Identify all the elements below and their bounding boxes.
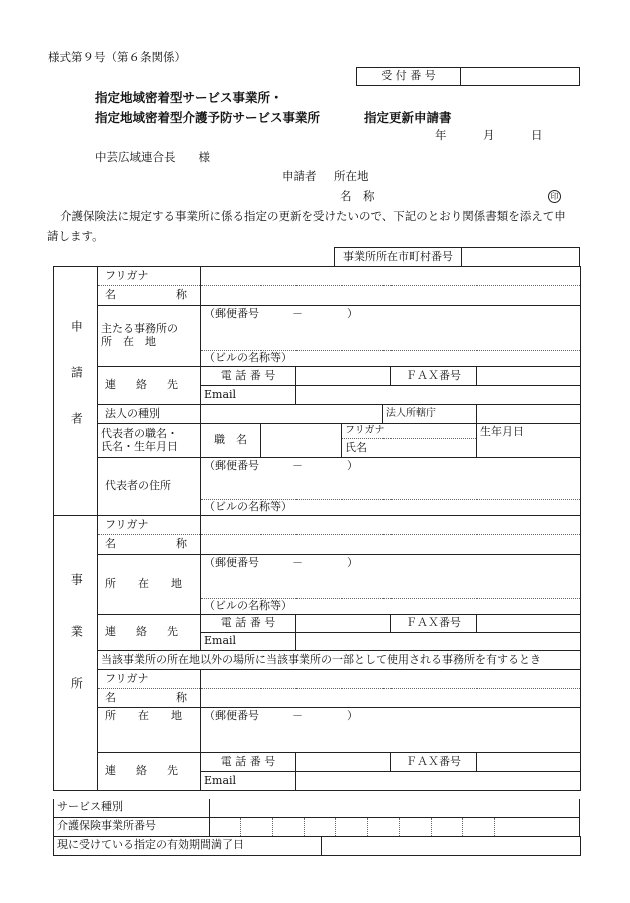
sub-office-email-field[interactable]	[296, 772, 581, 791]
title-line-1: 指定地域密着型サービス事業所・	[95, 90, 283, 105]
bottom-table	[53, 799, 580, 837]
insurance-digit-3[interactable]	[273, 817, 305, 836]
office-phone-field[interactable]	[296, 615, 391, 633]
sub-office-address-label: 所在地	[98, 708, 201, 753]
office-section-header: 事業所	[54, 516, 98, 791]
application-table	[53, 266, 581, 791]
office-contact-label: 連絡先	[98, 615, 201, 651]
expiry-date-label: 現に受けている指定の有効期間満了日	[54, 836, 322, 855]
birth-date-label: 生年月日	[477, 424, 581, 458]
seal-mark	[548, 190, 561, 203]
corp-authority-field[interactable]	[477, 405, 581, 424]
expiry-table	[53, 836, 581, 856]
sub-office-phone-field[interactable]	[296, 753, 391, 772]
corp-authority-label: 法人所轄庁	[383, 405, 477, 424]
applicant-name-row-label: 名称	[98, 286, 201, 306]
applicant-name-field[interactable]	[201, 286, 581, 306]
office-phone-label: 電 話 番 号	[201, 615, 296, 633]
sub-office-furigana-field[interactable]	[201, 670, 581, 689]
receipt-number-label: 受 付 番 号	[357, 68, 461, 86]
sub-office-contact-label: 連絡先	[98, 753, 201, 791]
insurance-digit-5[interactable]	[336, 817, 368, 836]
applicant-fax-field[interactable]	[477, 367, 581, 386]
date-year: 年	[435, 128, 447, 142]
service-type-label: サービス種別	[54, 799, 210, 817]
receipt-number-field[interactable]	[461, 68, 580, 86]
applicant-contact-label: 連絡先	[98, 367, 201, 405]
rep-furigana-label: フリガナ	[342, 424, 477, 439]
office-fax-field[interactable]	[477, 615, 581, 633]
date-day: 日	[531, 128, 543, 142]
insurance-digit-8[interactable]	[431, 817, 463, 836]
insurance-digit-4[interactable]	[304, 817, 336, 836]
job-title-field[interactable]	[261, 424, 342, 458]
applicant-section-header: 申請者	[54, 267, 98, 516]
insurance-digit-9[interactable]	[463, 817, 495, 836]
rep-address-building[interactable]: （ビルの名称等）	[201, 500, 581, 516]
insurance-digit-7[interactable]	[399, 817, 431, 836]
main-office-building[interactable]: （ビルの名称等）	[201, 351, 581, 367]
insurance-digit-1[interactable]	[209, 817, 241, 836]
date-month: 月	[483, 128, 495, 142]
corp-type-field[interactable]	[201, 405, 383, 424]
sub-office-email-label: Email	[201, 772, 296, 791]
applicant-phone-field[interactable]	[296, 367, 391, 386]
form-number: 様式第９号（第６条関係）	[48, 50, 186, 64]
office-building[interactable]: （ビルの名称等）	[201, 599, 581, 615]
office-furigana-label: フリガナ	[98, 516, 201, 535]
municipality-code-box	[334, 247, 580, 266]
insurance-number-label: 介護保険事業所番号	[54, 817, 210, 836]
sub-office-name-field[interactable]	[201, 689, 581, 708]
intro-text-line-2: 請します。	[47, 229, 104, 243]
job-title-label: 職 名	[201, 424, 261, 458]
office-fax-label: ＦＡＸ番号	[391, 615, 477, 633]
insurance-digit-2[interactable]	[241, 817, 273, 836]
sub-office-fax-label: ＦＡＸ番号	[391, 753, 477, 772]
seal-icon: 印	[548, 190, 561, 203]
applicant-email-field[interactable]	[296, 386, 581, 405]
sub-office-phone-label: 電 話 番 号	[201, 753, 296, 772]
insurance-digit-6[interactable]	[368, 817, 400, 836]
sub-office-name-label: 名称	[98, 689, 201, 708]
receipt-number-box	[356, 67, 580, 86]
office-furigana-field[interactable]	[201, 516, 581, 535]
applicant-furigana-field[interactable]	[201, 267, 581, 286]
office-email-label: Email	[201, 633, 296, 651]
expiry-date-field[interactable]	[322, 836, 581, 855]
applicant-fax-label: ＦＡＸ番号	[391, 367, 477, 386]
applicant-name-label: 名 称	[340, 189, 375, 203]
rep-address-label: 代表者の住所	[98, 458, 201, 516]
applicant-phone-label: 電 話 番 号	[201, 367, 296, 386]
municipality-code-label: 事業所所在市町村番号	[335, 248, 462, 267]
main-office-address-label: 主たる事務所の 所 在 地	[98, 306, 201, 367]
office-postal[interactable]: （郵便番号 － ）	[201, 555, 581, 599]
sub-office-fax-field[interactable]	[477, 753, 581, 772]
applicant-furigana-label: フリガナ	[98, 267, 201, 286]
addressee: 中芸広域連合長 様	[95, 150, 210, 164]
rep-address-postal[interactable]: （郵便番号 － ）	[201, 458, 581, 500]
office-name-label: 名称	[98, 535, 201, 555]
other-site-note: 当該事業所の所在地以外の場所に当該事業所の一部として使用される事務所を有するとき	[98, 651, 581, 670]
title-suffix: 指定更新申請書	[364, 110, 452, 125]
main-office-postal[interactable]: （郵便番号 － ）	[201, 306, 581, 351]
municipality-code-field[interactable]	[462, 248, 580, 267]
intro-text-line-1: 介護保険法に規定する事業所に係る指定の更新を受けたいので、下記のとおり関係書類を添えて申	[60, 209, 566, 223]
sub-office-postal[interactable]: （郵便番号 － ）	[201, 708, 581, 753]
office-name-field[interactable]	[201, 535, 581, 555]
representative-label: 代表者の職名・ 氏名・生年月日	[98, 424, 201, 458]
sub-office-furigana-label: フリガナ	[98, 670, 201, 689]
office-email-field[interactable]	[296, 633, 581, 651]
insurance-digit-10[interactable]	[495, 817, 580, 836]
corp-type-label: 法人の種別	[98, 405, 201, 424]
applicant-email-label: Email	[201, 386, 296, 405]
applicant-label: 申請者	[282, 169, 317, 183]
title-line-2: 指定地域密着型介護予防サービス事業所	[95, 110, 321, 125]
applicant-address-label: 所在地	[334, 169, 369, 183]
rep-name-label: 氏名	[342, 439, 477, 458]
office-address-label: 所在地	[98, 555, 201, 615]
service-type-field[interactable]	[209, 799, 579, 817]
